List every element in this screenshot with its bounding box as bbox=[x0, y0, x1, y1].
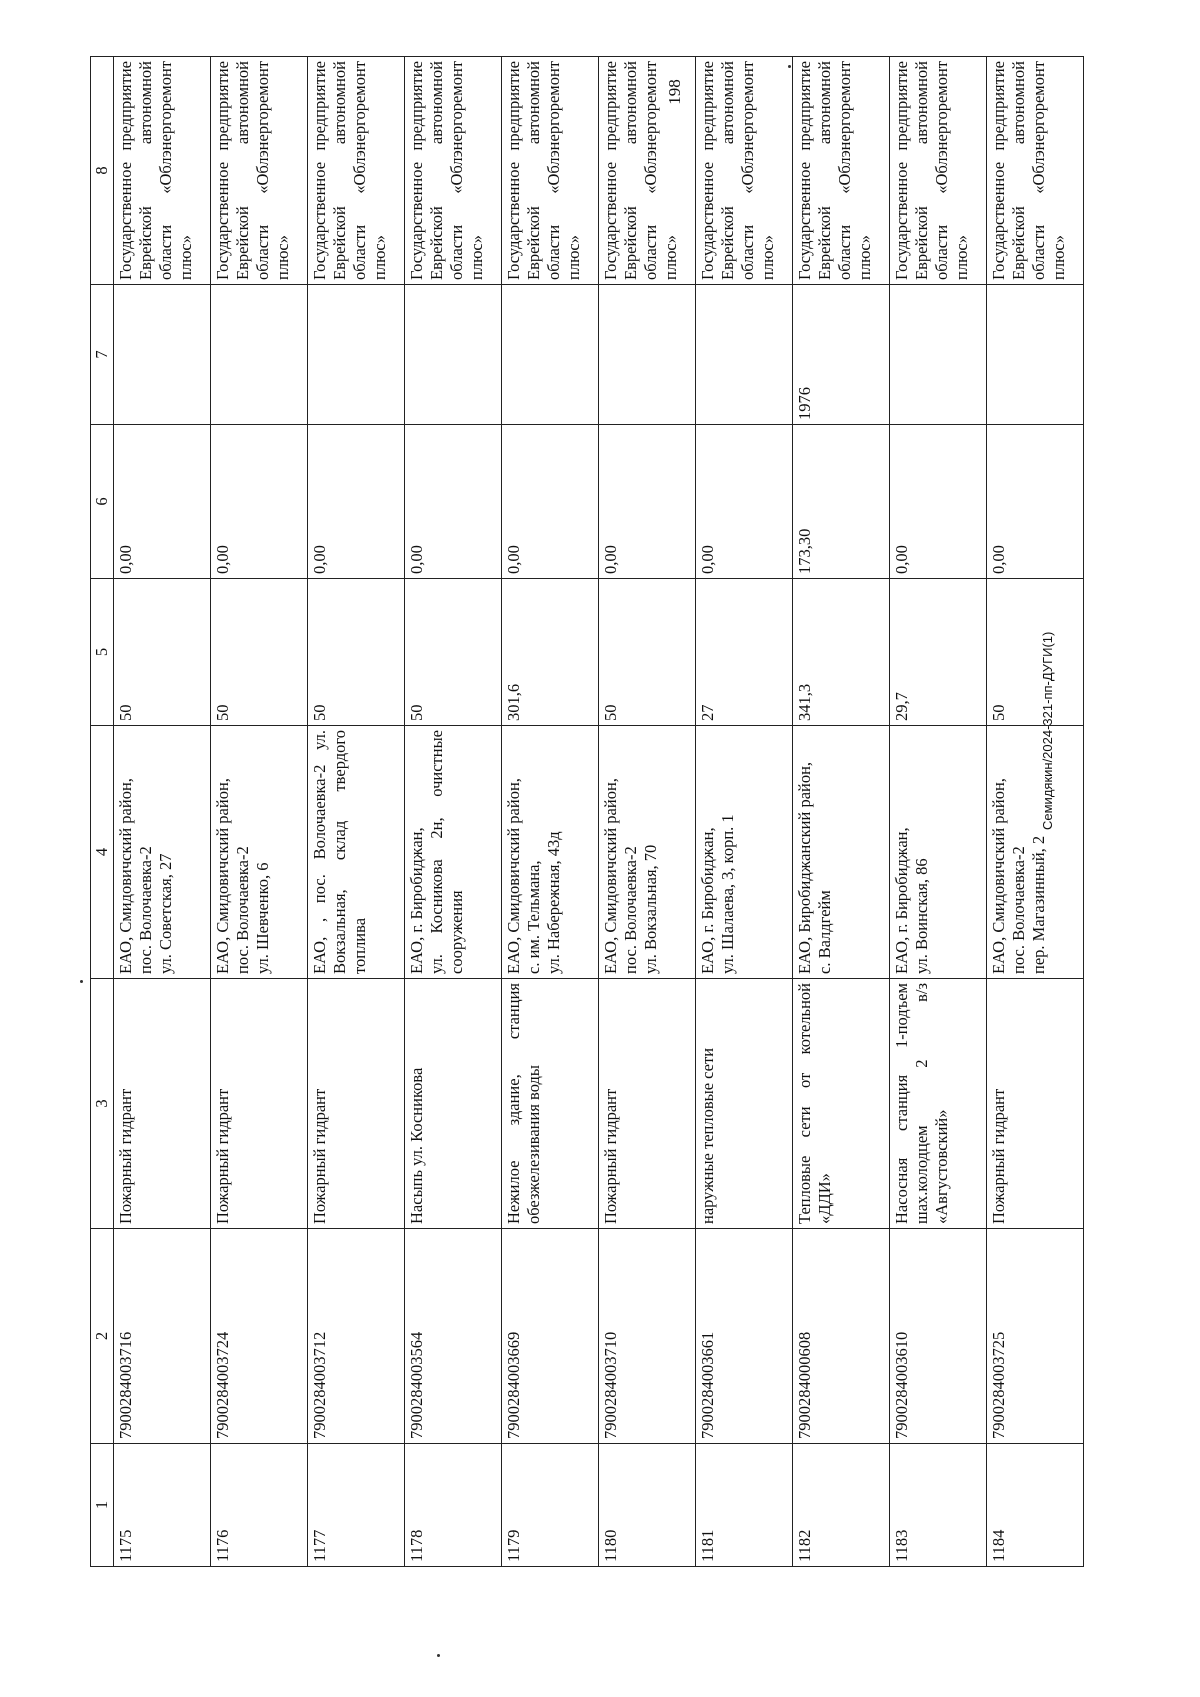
value-cell: 0,00 bbox=[987, 425, 1084, 579]
row-number-cell: 1182 bbox=[793, 1444, 890, 1567]
address-cell: ЕАО, Смидовичский район, пос. Волочаевка-2 ул. Шевченко, 6 bbox=[211, 726, 308, 979]
year-cell bbox=[308, 285, 405, 425]
cadastral-code-cell: 7900284003712 bbox=[308, 1229, 405, 1444]
length-cell: 29,7 bbox=[890, 579, 987, 726]
cadastral-code-cell: 7900284003725 bbox=[987, 1229, 1084, 1444]
column-header: 2 bbox=[91, 1229, 114, 1444]
row-number-cell: 1184 bbox=[987, 1444, 1084, 1567]
table-row bbox=[890, 57, 987, 1567]
property-register-table bbox=[90, 56, 1084, 1567]
value-cell: 0,00 bbox=[599, 425, 696, 579]
length-cell: 50 bbox=[308, 579, 405, 726]
address-cell: ЕАО, Смидовичский район, пос. Волочаевка-2 пер. Магазинный, 2 bbox=[987, 726, 1084, 979]
table-row bbox=[308, 57, 405, 1567]
table-row bbox=[114, 57, 211, 1567]
scan-speck bbox=[788, 65, 791, 68]
row-number-cell: 1181 bbox=[696, 1444, 793, 1567]
column-header: 4 bbox=[91, 726, 114, 979]
length-cell: 50 bbox=[114, 579, 211, 726]
length-cell: 50 bbox=[211, 579, 308, 726]
owner-cell: Государственное предприятие Еврейской автономной области «Облэнергоремонт плюс» bbox=[890, 57, 987, 285]
address-cell: ЕАО, г. Биробиджан, ул. Шалаева, 3, корп. 1 bbox=[696, 726, 793, 979]
column-header: 7 bbox=[91, 285, 114, 425]
column-header: 6 bbox=[91, 425, 114, 579]
owner-cell: Государственное предприятие Еврейской автономной области «Облэнергоремонт плюс» bbox=[987, 57, 1084, 285]
cadastral-code-cell: 7900284000608 bbox=[793, 1229, 890, 1444]
column-number-row bbox=[91, 57, 114, 1567]
value-cell: 0,00 bbox=[308, 425, 405, 579]
row-number-cell: 1176 bbox=[211, 1444, 308, 1567]
cadastral-code-cell: 7900284003564 bbox=[405, 1229, 502, 1444]
object-name-cell: Пожарный гидрант bbox=[599, 979, 696, 1229]
object-name-cell: Тепловые сети от котельной «ДДИ» bbox=[793, 979, 890, 1229]
row-number-cell: 1177 bbox=[308, 1444, 405, 1567]
row-number-cell: 1180 bbox=[599, 1444, 696, 1567]
table-row bbox=[405, 57, 502, 1567]
row-number-cell: 1175 bbox=[114, 1444, 211, 1567]
value-cell: 0,00 bbox=[405, 425, 502, 579]
address-cell: ЕАО, Биробиджанский район, с. Валдгейм bbox=[793, 726, 890, 979]
length-cell: 50 bbox=[599, 579, 696, 726]
address-cell: ЕАО, Смидовичский район, пос. Волочаевка-2 ул. Советская, 27 bbox=[114, 726, 211, 979]
object-name-cell: наружные тепловые сети bbox=[696, 979, 793, 1229]
owner-cell: Государственное предприятие Еврейской автономной области «Облэнергоремонт плюс» bbox=[405, 57, 502, 285]
year-cell bbox=[405, 285, 502, 425]
object-name-cell: Нежилое здание, станция обезжелезивания воды bbox=[502, 979, 599, 1229]
row-number-cell: 1183 bbox=[890, 1444, 987, 1567]
address-cell: ЕАО, Смидовичский район, пос. Волочаевка-2 ул. Вокзальная, 70 bbox=[599, 726, 696, 979]
owner-cell: Государственное предприятие Еврейской автономной области «Облэнергоремонт плюс» bbox=[599, 57, 696, 285]
owner-cell: Государственное предприятие Еврейской автономной области «Облэнергоремонт плюс» bbox=[308, 57, 405, 285]
scan-speck bbox=[80, 980, 83, 983]
value-cell: 0,00 bbox=[211, 425, 308, 579]
table-row bbox=[696, 57, 793, 1567]
value-cell: 0,00 bbox=[890, 425, 987, 579]
table-row bbox=[987, 57, 1084, 1567]
year-cell bbox=[502, 285, 599, 425]
length-cell: 301,6 bbox=[502, 579, 599, 726]
table-row bbox=[502, 57, 599, 1567]
row-number-cell: 1179 bbox=[502, 1444, 599, 1567]
address-cell: ЕАО, , пос. Волочаевка-2 ул. Вокзальная, склад твердого топлива bbox=[308, 726, 405, 979]
owner-cell: Государственное предприятие Еврейской автономной области «Облэнергоремонт плюс» bbox=[696, 57, 793, 285]
cadastral-code-cell: 7900284003661 bbox=[696, 1229, 793, 1444]
year-cell bbox=[987, 285, 1084, 425]
address-cell: ЕАО, г. Биробиджан, ул. Косникова 2н, очистные сооружения bbox=[405, 726, 502, 979]
object-name-cell: Пожарный гидрант bbox=[211, 979, 308, 1229]
address-cell: ЕАО, Смидовичский район, с. им. Тельмана, ул. Набережная, 43д bbox=[502, 726, 599, 979]
length-cell: 27 bbox=[696, 579, 793, 726]
value-cell: 0,00 bbox=[502, 425, 599, 579]
object-name-cell: Насыпь ул. Косникова bbox=[405, 979, 502, 1229]
scan-speck bbox=[437, 1654, 440, 1657]
year-cell bbox=[599, 285, 696, 425]
year-cell: 1976 bbox=[793, 285, 890, 425]
column-header: 8 bbox=[91, 57, 114, 285]
object-name-cell: Насосная станция 1-подъем шах.колодцем 2 в/з «Августовский» bbox=[890, 979, 987, 1229]
value-cell: 0,00 bbox=[696, 425, 793, 579]
object-name-cell: Пожарный гидрант bbox=[987, 979, 1084, 1229]
owner-cell: Государственное предприятие Еврейской автономной области «Облэнергоремонт плюс» bbox=[502, 57, 599, 285]
page-number: 198 bbox=[664, 79, 684, 105]
length-cell: 50 bbox=[405, 579, 502, 726]
value-cell: 0,00 bbox=[114, 425, 211, 579]
year-cell bbox=[696, 285, 793, 425]
year-cell bbox=[890, 285, 987, 425]
document-code: Семидякин/2024-321-пп-ДУГИ(1) bbox=[1040, 631, 1055, 830]
cadastral-code-cell: 7900284003669 bbox=[502, 1229, 599, 1444]
cadastral-code-cell: 7900284003710 bbox=[599, 1229, 696, 1444]
owner-cell: Государственное предприятие Еврейской автономной области «Облэнергоремонт плюс» bbox=[793, 57, 890, 285]
row-number-cell: 1178 bbox=[405, 1444, 502, 1567]
length-cell: 341,3 bbox=[793, 579, 890, 726]
table-row bbox=[793, 57, 890, 1567]
address-cell: ЕАО, г. Биробиджан, ул. Воинская, 86 bbox=[890, 726, 987, 979]
table-row bbox=[599, 57, 696, 1567]
object-name-cell: Пожарный гидрант bbox=[114, 979, 211, 1229]
column-header: 3 bbox=[91, 979, 114, 1229]
table-row bbox=[211, 57, 308, 1567]
cadastral-code-cell: 7900284003716 bbox=[114, 1229, 211, 1444]
column-header: 5 bbox=[91, 579, 114, 726]
column-header: 1 bbox=[91, 1444, 114, 1567]
year-cell bbox=[211, 285, 308, 425]
owner-cell: Государственное предприятие Еврейской автономной области «Облэнергоремонт плюс» bbox=[211, 57, 308, 285]
length-cell: 50 bbox=[987, 579, 1084, 726]
cadastral-code-cell: 7900284003724 bbox=[211, 1229, 308, 1444]
cadastral-code-cell: 7900284003610 bbox=[890, 1229, 987, 1444]
year-cell bbox=[114, 285, 211, 425]
value-cell: 173,30 bbox=[793, 425, 890, 579]
object-name-cell: Пожарный гидрант bbox=[308, 979, 405, 1229]
owner-cell: Государственное предприятие Еврейской автономной области «Облэнергоремонт плюс» bbox=[114, 57, 211, 285]
